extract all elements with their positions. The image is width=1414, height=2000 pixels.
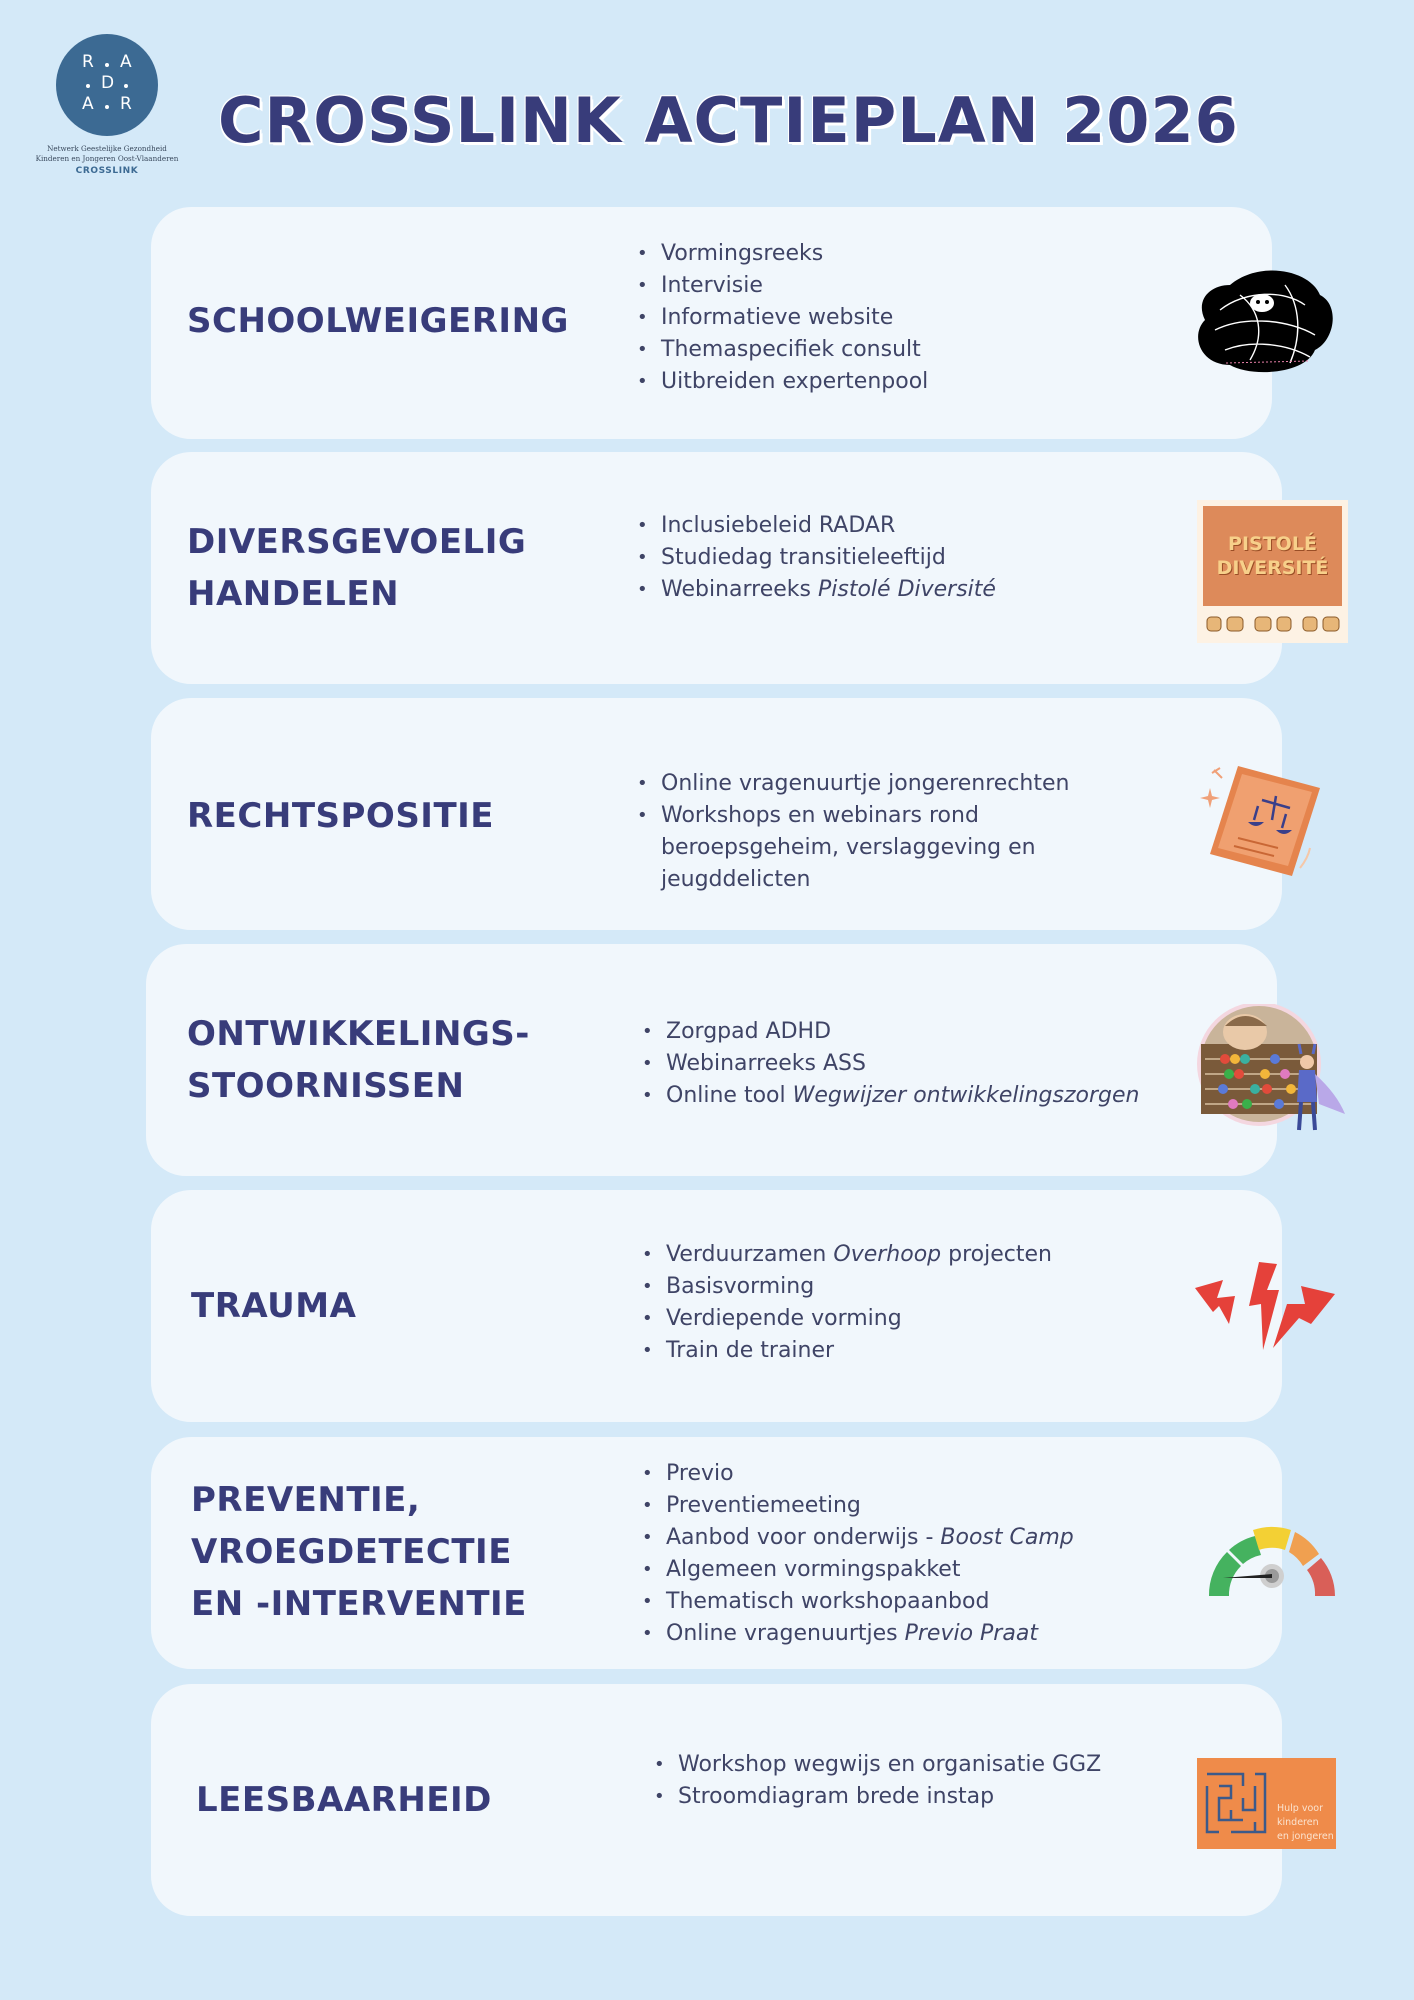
maze-icon xyxy=(1197,1758,1336,1849)
list-item: • Online vragenuurtjes Previo Praat xyxy=(640,1618,1074,1650)
section-list xyxy=(635,238,928,398)
list-item: • Inclusiebeleid RADAR xyxy=(635,510,996,542)
logo-letter: D xyxy=(101,73,115,93)
radar-logo xyxy=(32,34,182,176)
list-item: • Verdiepende vorming xyxy=(640,1303,1052,1335)
list-item: • Algemeen vormingspakket xyxy=(640,1554,1074,1586)
radar-logo-circle xyxy=(56,34,158,136)
section-list xyxy=(640,1458,1074,1650)
child-abacus-icon xyxy=(1195,1004,1347,1140)
section-heading: PREVENTIE, VROEGDETECTIE EN -INTERVENTIE xyxy=(191,1480,527,1624)
page-title: CROSSLINK ACTIEPLAN 2026 xyxy=(218,84,1239,157)
section-heading: DIVERSGEVOELIG HANDELEN xyxy=(187,522,527,614)
list-item: • Intervisie xyxy=(635,270,928,302)
pistole-diversite-icon xyxy=(1197,500,1348,643)
section-heading: LEESBAARHEID xyxy=(196,1780,492,1820)
logo-crosslink: CROSSLINK xyxy=(75,166,139,177)
list-item: • Uitbreiden expertenpool xyxy=(635,366,928,398)
logo-letter: R xyxy=(82,52,94,72)
list-item: • Zorgpad ADHD xyxy=(640,1016,1139,1048)
section-heading: ONTWIKKELINGS- STOORNISSEN xyxy=(187,1014,530,1106)
section-list xyxy=(635,768,1155,896)
section-heading: RECHTSPOSITIE xyxy=(187,796,495,836)
list-item: • Verduurzamen Overhoop projecten xyxy=(640,1239,1052,1271)
list-item: • Preventiemeeting xyxy=(640,1490,1074,1522)
section-heading: SCHOOLWEIGERING xyxy=(187,301,569,341)
section-list xyxy=(635,510,996,606)
list-item: • Thematisch workshopaanbod xyxy=(640,1586,1074,1618)
list-item: • Webinarreeks ASS xyxy=(640,1048,1139,1080)
maze-caption: en jongeren xyxy=(1277,1831,1334,1842)
list-item: • Studiedag transitieleeftijd xyxy=(635,542,996,574)
diversite-text: DIVERSITÉ xyxy=(1216,557,1329,579)
legal-document-scale-icon xyxy=(1200,758,1325,883)
tangled-hair-icon xyxy=(1190,265,1340,380)
section-list xyxy=(640,1016,1139,1112)
section-list xyxy=(652,1749,1101,1813)
list-item: • Workshops en webinars rond beroepsgeheim, verslaggeving en jeugddelicten xyxy=(635,800,1155,896)
list-item: • Previo xyxy=(640,1458,1074,1490)
list-item: • Themaspecifiek consult xyxy=(635,334,928,366)
list-item: • Train de trainer xyxy=(640,1335,1052,1367)
list-item: • Stroomdiagram brede instap xyxy=(652,1781,1101,1813)
list-item: • Vormingsreeks xyxy=(635,238,928,270)
maze-caption: kinderen xyxy=(1277,1817,1319,1828)
logo-letter: A xyxy=(120,52,132,72)
gauge-meter-icon xyxy=(1205,1508,1335,1600)
maze-caption: Hulp voor xyxy=(1277,1803,1324,1814)
list-item: • Basisvorming xyxy=(640,1271,1052,1303)
logo-letter: R xyxy=(120,94,132,114)
section-list xyxy=(640,1239,1052,1367)
logo-letter: A xyxy=(82,94,94,114)
list-item: • Online tool Wegwijzer ontwikkelingszorgen xyxy=(640,1080,1139,1112)
lightning-bolts-icon xyxy=(1195,1262,1335,1352)
list-item: • Aanbod voor onderwijs - Boost Camp xyxy=(640,1522,1074,1554)
list-item: • Online vragenuurtje jongerenrechten xyxy=(635,768,1155,800)
list-item: • Webinarreeks Pistolé Diversité xyxy=(635,574,996,606)
list-item: • Workshop wegwijs en organisatie GGZ xyxy=(652,1749,1101,1781)
pistole-text: PISTOLÉ xyxy=(1228,533,1317,555)
logo-subtitle: Netwerk Geestelijke Gezondheid Kinderen en Jongeren Oost-Vlaanderen xyxy=(35,144,179,163)
list-item: • Informatieve website xyxy=(635,302,928,334)
section-heading: TRAUMA xyxy=(191,1286,357,1326)
